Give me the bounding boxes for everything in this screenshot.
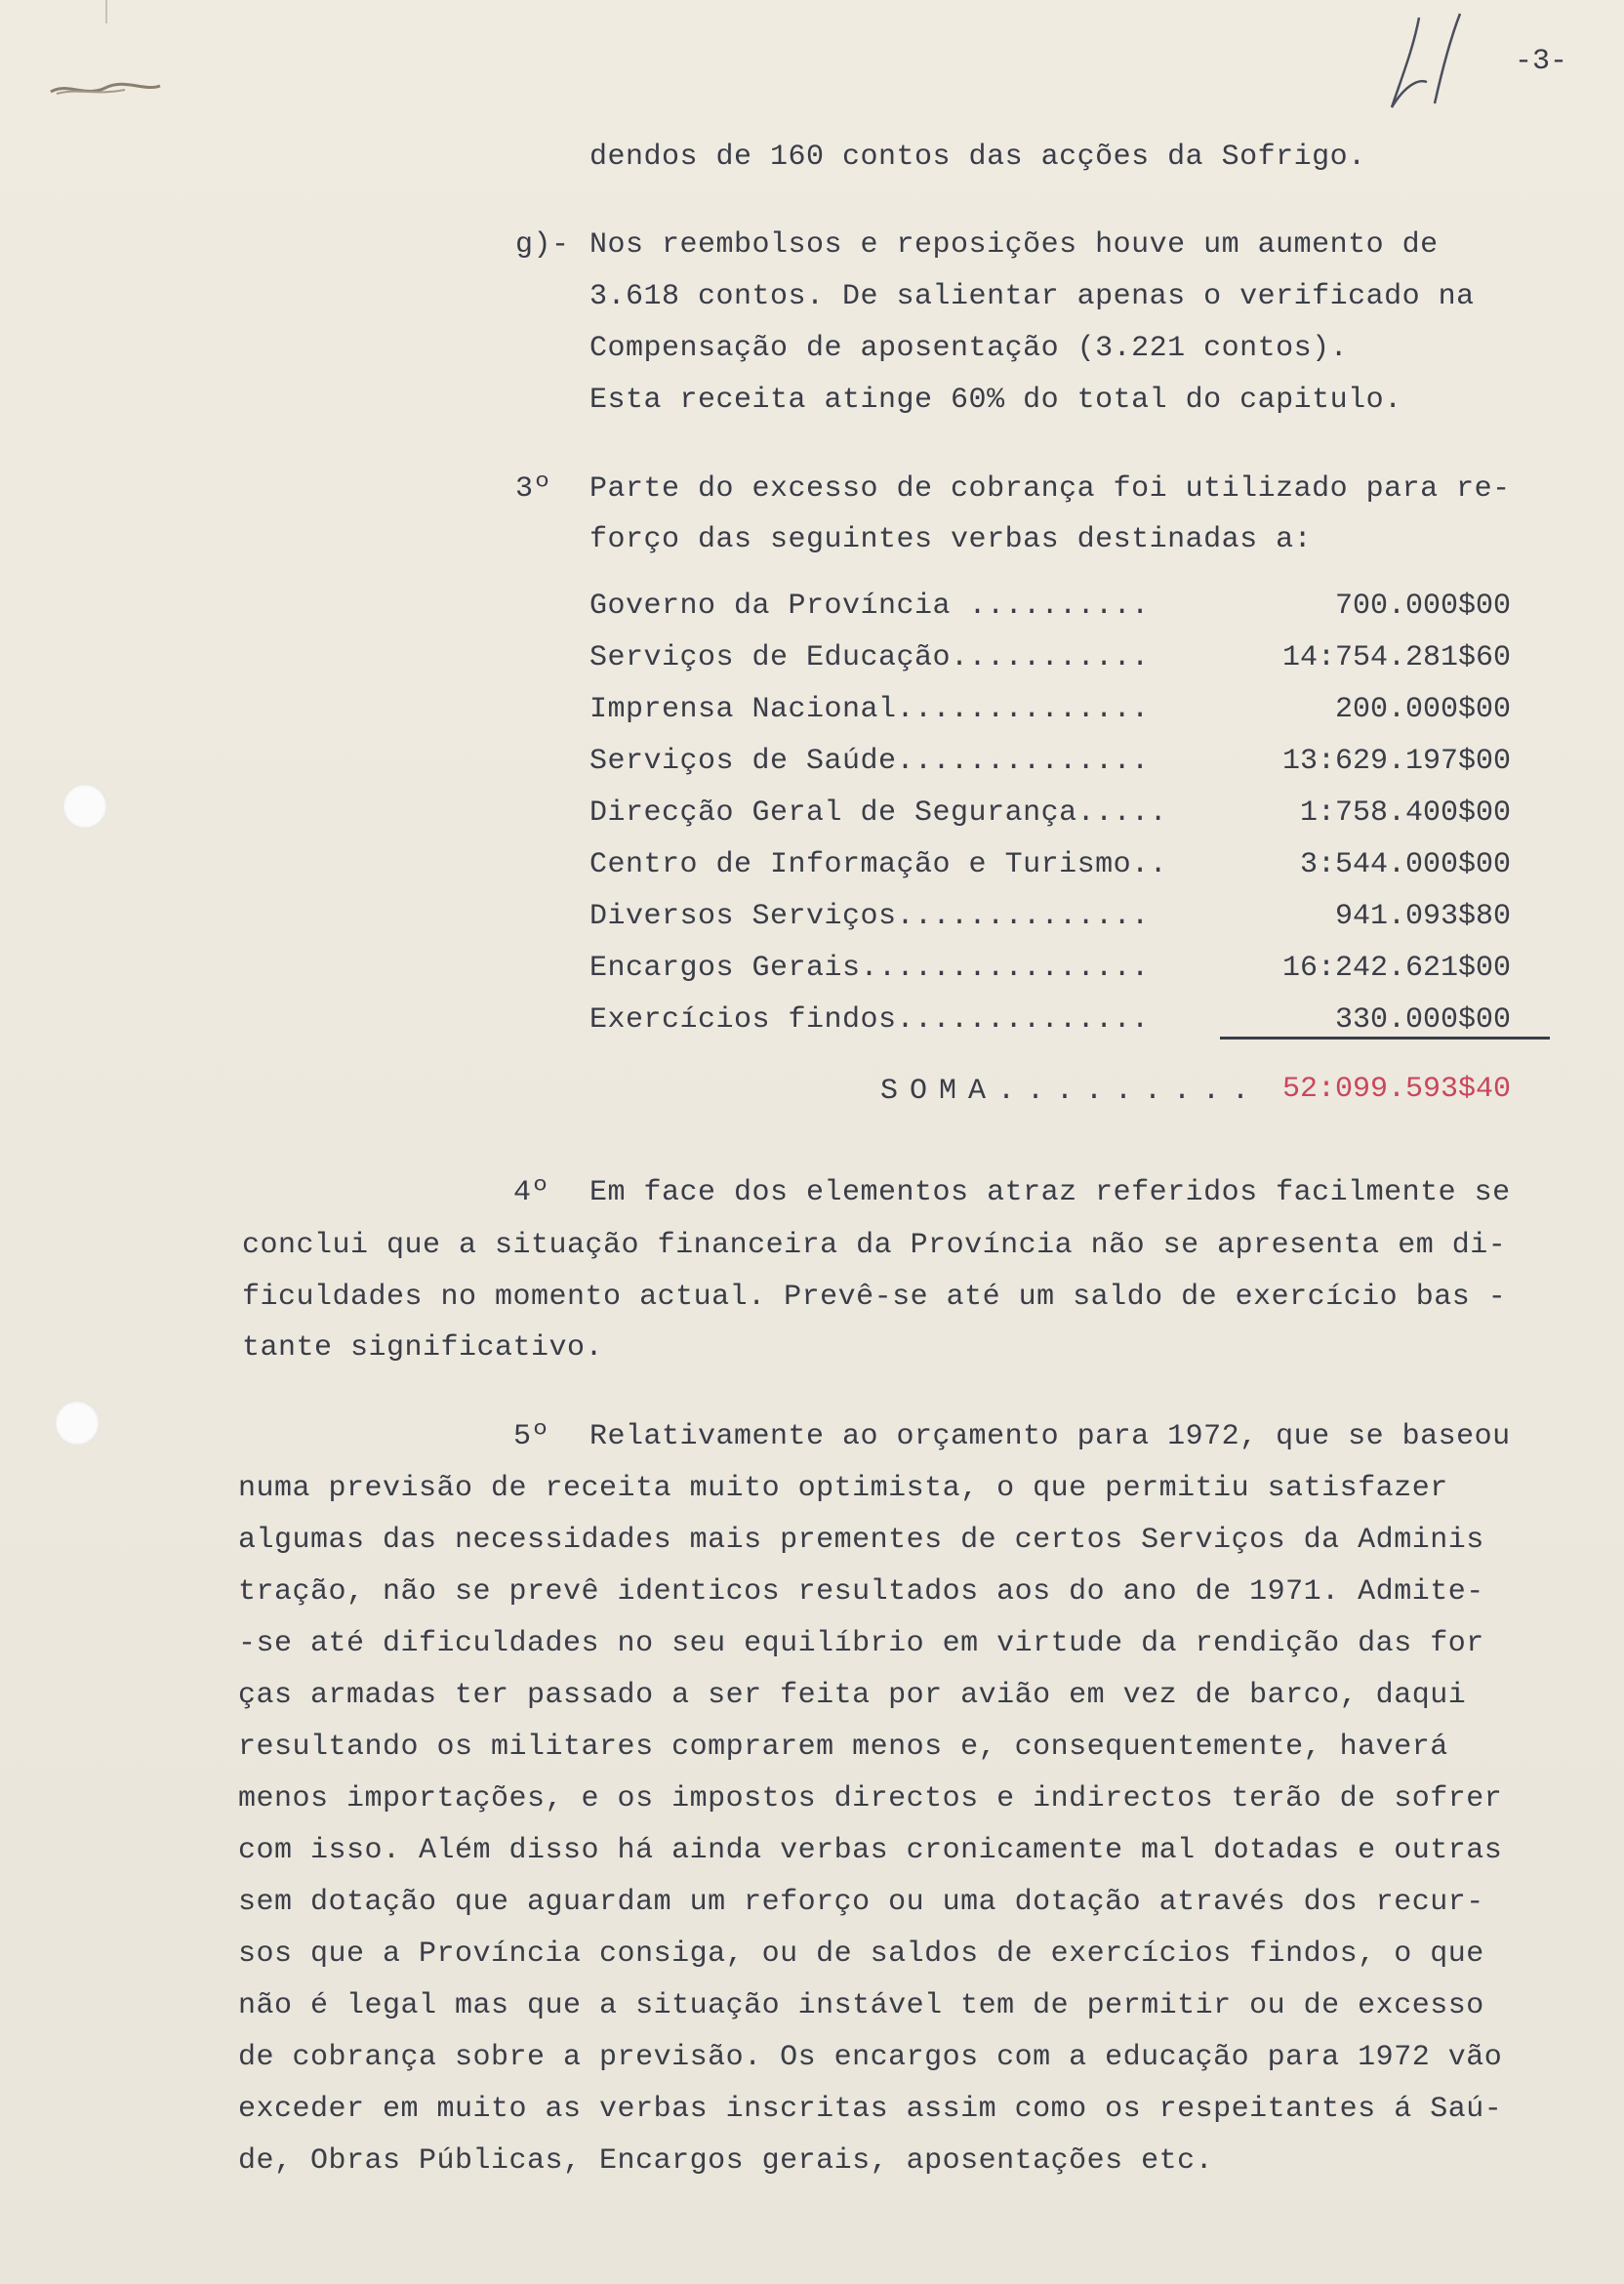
item-4-line: ficuldades no momento actual. Prevê-se até um saldo de exercício bas - [242,1281,1507,1314]
item-3-line: Parte do excesso de cobrança foi utilizado para re- [589,472,1511,506]
page-number: -3- [1515,45,1568,78]
table-row-label: Direcção Geral de Segurança..... [589,796,1168,830]
item-g-line: 3.618 contos. De salientar apenas o verificado na [589,280,1475,313]
ink-smudge-mark [47,78,164,100]
item-5-line: não é legal mas que a situação instável tem de permitir ou de excesso [238,1989,1484,2022]
table-row-label: Encargos Gerais................ [589,952,1150,985]
item-5-line: numa previsão de receita muito optimista, o que permitiu satisfazer [238,1472,1448,1505]
punch-hole-top [62,784,107,829]
punch-hole-bottom [55,1401,100,1446]
item-5-marker: 5º [513,1420,550,1453]
item-5-line: exceder em muito as verbas inscritas assim como os respeitantes á Saú- [238,2093,1503,2126]
item-g-line: Compensação de aposentação (3.221 contos). [589,332,1349,365]
item-4-marker: 4º [513,1176,550,1209]
table-row-amount: 13:629.197$00 [1281,745,1511,778]
item-5-first-line: Relativamente ao orçamento para 1972, que se baseou [589,1420,1511,1453]
item-5-line: com isso. Além disso há ainda verbas cronicamente mal dotadas e outras [238,1834,1503,1867]
table-row-amount: 200.000$00 [1334,693,1511,726]
table-row-label: Centro de Informação e Turismo.. [589,848,1168,881]
handwritten-initial [1384,10,1472,117]
table-row-label: Governo da Província .......... [589,590,1150,623]
item-4-line: conclui que a situação financeira da Província não se apresenta em di- [242,1229,1507,1262]
item-g-line: Esta receita atinge 60% do total do capitulo. [589,384,1402,417]
item-g-line: Nos reembolsos e reposições houve um aumento de [589,228,1439,262]
item-5-line: menos importações, e os impostos directos e indirectos terão de sofrer [238,1782,1503,1815]
soma-label: SOMA......... [880,1075,1262,1108]
table-row-label: Serviços de Saúde.............. [589,745,1150,778]
table-row-label: Imprensa Nacional.............. [589,693,1150,726]
item-5-line: tração, não se prevê identicos resultados aos do ano de 1971. Admite- [238,1575,1484,1609]
table-row-amount: 1:758.400$00 [1299,796,1511,830]
item-3-marker: 3º [515,472,552,506]
paper-fold-mark [105,0,107,23]
item-5-line: sem dotação que aguardam um reforço ou uma dotação através dos recur- [238,1886,1484,1919]
item-5-line: sos que a Província consiga, ou de saldos de exercícios findos, o que [238,1937,1484,1971]
table-row-amount: 330.000$00 [1334,1003,1511,1037]
item-5-line: resultando os militares comprarem menos e, consequentemente, haverá [238,1731,1448,1764]
continuation-line: dendos de 160 contos das acções da Sofrigo. [589,141,1366,174]
item-5-line: algumas das necessidades mais prementes de certos Serviços da Adminis [238,1524,1484,1557]
table-row-amount: 941.093$80 [1334,900,1511,933]
item-5-line: -se até dificuldades no seu equilíbrio em virtude da rendição das for [238,1627,1484,1660]
item-4-first-line: Em face dos elementos atraz referidos facilmente se [589,1176,1511,1209]
item-g-marker: g)- [515,228,570,262]
item-4-line: tante significativo. [242,1331,604,1365]
table-row-amount: 700.000$00 [1334,590,1511,623]
item-5-line: de cobrança sobre a previsão. Os encargos com a educação para 1972 vão [238,2041,1503,2074]
table-row-label: Serviços de Educação........... [589,641,1150,674]
item-5-line: de, Obras Públicas, Encargos gerais, aposentações etc. [238,2144,1214,2178]
table-row-amount: 14:754.281$60 [1281,641,1511,674]
table-row-amount: 3:544.000$00 [1299,848,1511,881]
soma-amount: 52:099.593$40 [1281,1073,1511,1106]
table-row-amount: 16:242.621$00 [1281,952,1511,985]
item-5-line: ças armadas ter passado a ser feita por avião em vez de barco, daqui [238,1679,1467,1712]
table-row-label: Diversos Serviços.............. [589,900,1150,933]
table-row-label: Exercícios findos.............. [589,1003,1150,1037]
item-3-line: forço das seguintes verbas destinadas a: [589,523,1313,556]
total-underline [1220,1037,1550,1040]
